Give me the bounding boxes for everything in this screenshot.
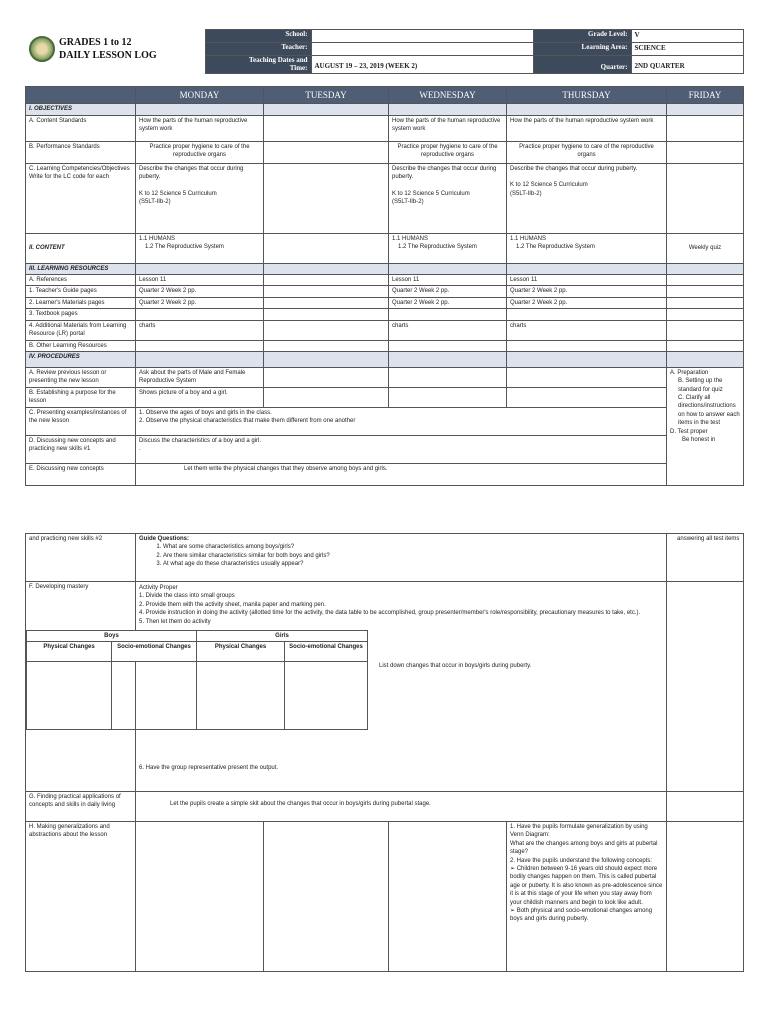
guide-question: 2. Are there similar characteristics similar for both boys and girls? (163, 552, 663, 560)
day-friday: FRIDAY (667, 86, 744, 104)
guide-questions: Guide Questions: 1. What are some characteristics among boys/girls? 2. Are there similar characteristics similar for both boys and girls? 3. At what age do these characteristics usually appear? (136, 534, 667, 582)
lr-mon: charts (136, 320, 264, 340)
guide-question: 1. What are some characteristics among boys/girls? (163, 543, 663, 551)
content-thu: 1.1 HUMANS 1.2 The Reproductive System (507, 233, 667, 263)
area-value: SCIENCE (631, 42, 743, 55)
lc-label: C. Learning Competencies/Objectives Write for the LC code for each (26, 163, 136, 233)
content-standards-wed: How the parts of the human reproductive system work (389, 115, 507, 141)
col-socio-boys: Socio-emotional Changes (112, 642, 197, 662)
other-label: B. Other Learning Resources (26, 340, 136, 351)
header-table (25, 29, 744, 74)
lm-mon: Quarter 2 Week 2 pp. (136, 297, 264, 308)
applications-label: G. Finding practical applications of concepts and skills in daily living (26, 792, 136, 822)
content-standards-mon: How the parts of the human reproductive system work (136, 115, 264, 141)
area-label: Learning Area: (533, 42, 631, 55)
references-mon: Lesson 11 (136, 274, 264, 285)
purpose-mon: Shows picture of a boy and a girl. (136, 387, 264, 407)
discuss2-label: E. Discussing new concepts (26, 463, 136, 485)
generalization-label: H. Making generalizations and abstractions about the lesson (26, 822, 136, 972)
content-fri: Weekly quiz (667, 233, 744, 263)
quarter-label: Quarter: (533, 55, 631, 73)
performance-label: B. Performance Standards (26, 141, 136, 163)
performance-wed: Practice proper hygiene to care of the reproductive organs (389, 141, 507, 163)
col-physical-girls: Physical Changes (197, 642, 285, 662)
day-thursday: THURSDAY (507, 86, 667, 104)
col-socio-girls: Socio-emotional Changes (285, 642, 368, 662)
col-physical-boys: Physical Changes (27, 642, 112, 662)
procedures-heading: IV. PROCEDURES (26, 351, 136, 367)
examples-label: C. Presenting examples/instances of the new lesson (26, 407, 136, 435)
review-mon: Ask about the parts of Male and Female Reproductive System (136, 367, 264, 387)
dates-value: AUGUST 19 – 23, 2019 (WEEK 2) (311, 55, 533, 73)
page-one (25, 29, 743, 486)
teacher-label: Teacher: (205, 42, 311, 55)
friday-cont: answering all test items (667, 534, 744, 582)
thursday-mastery: List down changes that occur in boys/girls during puberty. (379, 663, 532, 669)
girls-header: Girls (197, 630, 368, 641)
references-label: A. References (26, 274, 136, 285)
day-tuesday: TUESDAY (264, 86, 389, 104)
lm-label: 2. Learner's Materials pages (26, 297, 136, 308)
references-wed: Lesson 11 (389, 274, 507, 285)
content-standards-thu: How the parts of the human reproductive system work (507, 115, 667, 141)
lm-thu: Quarter 2 Week 2 pp. (507, 297, 667, 308)
lesson-log-table-page-2 (25, 533, 744, 972)
teacher-value (311, 42, 533, 55)
mastery-content: Activity Proper 1. Divide the class into small groups 2. Provide them with the activity sheet, manila paper and marking pen. 4. Provide instruction in doing the activity (allotted time for the activity, the data table to be accomplished, group presenter/member's role/responsibility, precautionary measures to take, etc.). 5. Then let them do activity List down changes that occur in boys/girls during puberty. Boys Girls Physical Changes Socio-emotional Changes Physical Changes Socio-emotional Changes 6. Have the group representative present the output. (136, 582, 667, 792)
lesson-log-table-page-1 (25, 86, 744, 486)
review-label: A. Review previous lesson or presenting the new lesson (26, 367, 136, 387)
activity-table (26, 630, 368, 730)
performance-thu: Practice proper hygiene to care of the reproductive organs (507, 141, 667, 163)
discuss1-content: Discuss the characteristics of a boy and a girl. . (136, 435, 667, 463)
tg-thu: Quarter 2 Week 2 pp. (507, 286, 667, 297)
examples-content: 1. Observe the ages of boys and girls in the class. 2. Observe the physical characteristics that make them different from one another (136, 407, 667, 435)
boys-header: Boys (27, 630, 197, 641)
discuss2-content: Let them write the physical changes that they observe among boys and girls. (136, 463, 667, 485)
title-line-2: DAILY LESSON LOG (59, 49, 157, 61)
references-thu: Lesson 11 (507, 274, 667, 285)
lc-mon: Describe the changes that occur during puberty. K to 12 Science 5 Curriculum (S5LT-IIb-2) (136, 163, 264, 233)
page-two (25, 533, 743, 972)
generalization-thu: 1. Have the pupils formulate generalization by using Venn Diagram: What are the changes among boys and girls at pubertal stage? 2. Have the pupils understand the following concepts: ➢ Children between 9-16 years old should expect more bodily changes happen on them. This is called pubertal age or puberty. It is also known as pre-adolescence since it is at this stage of your life when you stay away from your childish manners and begin to look like adult. ➢ Both physical and socio-emotional changes among boys and girls during puberty. (507, 822, 667, 972)
tg-label: 1. Teacher's Guide pages (26, 286, 136, 297)
lr-thu: charts (507, 320, 667, 340)
school-value (311, 30, 533, 43)
dates-label: Teaching Dates and Time: (205, 55, 311, 73)
objectives-heading: I. OBJECTIVES (26, 104, 136, 115)
lm-wed: Quarter 2 Week 2 pp. (389, 297, 507, 308)
tg-wed: Quarter 2 Week 2 pp. (389, 286, 507, 297)
content-label: II. CONTENT (26, 233, 136, 263)
content-standards-label: A. Content Standards (26, 115, 136, 141)
title-line-1: GRADES 1 to 12 (59, 36, 132, 48)
performance-mon: Practice proper hygiene to care of the reproductive organs (136, 141, 264, 163)
tb-label: 3. Textbook pages (26, 309, 136, 320)
cont-label: and practicing new skills #2 (26, 534, 136, 582)
grade-value: V (631, 30, 743, 43)
tg-mon: Quarter 2 Week 2 pp. (136, 286, 264, 297)
lr-wed: charts (389, 320, 507, 340)
lc-wed: Describe the changes that occur during puberty. K to 12 Science 5 Curriculum (S5LT-IIb-2) (389, 163, 507, 233)
day-wednesday: WEDNESDAY (389, 86, 507, 104)
deped-seal-icon (29, 36, 55, 62)
discuss1-label: D. Discussing new concepts and practicing new skills #1 (26, 435, 136, 463)
lc-thu: Describe the changes that occur during puberty. K to 12 Science 5 Curriculum (S5LT-IIb-2) (507, 163, 667, 233)
mastery-label: F. Developing mastery (26, 582, 136, 792)
guide-question: 3. At what age do these characteristics usually appear? (163, 560, 663, 568)
grade-label: Grade Level: (533, 30, 631, 43)
school-label: School: (205, 30, 311, 43)
step-6: 6. Have the group representative present the output. (139, 765, 279, 771)
friday-procedures: A. Preparation B. Setting up the standard for quiz C. Clarify all directions/instructions on how to answer each items in the test D. Test proper Be honest in (667, 367, 744, 485)
content-mon: 1.1 HUMANS 1.2 The Reproductive System (136, 233, 264, 263)
lr-label: 4. Additional Materials from Learning Resource (LR) portal (26, 320, 136, 340)
purpose-label: B. Establishing a purpose for the lesson (26, 387, 136, 407)
quarter-value: 2ND QUARTER (631, 55, 743, 73)
applications-content: Let the pupils create a simple skit about the changes that occur in boys/girls during pubertal stage. (136, 792, 667, 822)
content-wed: 1.1 HUMANS 1.2 The Reproductive System (389, 233, 507, 263)
resources-heading: III. LEARNING RESOURCES (26, 263, 136, 274)
day-monday: MONDAY (136, 86, 264, 104)
